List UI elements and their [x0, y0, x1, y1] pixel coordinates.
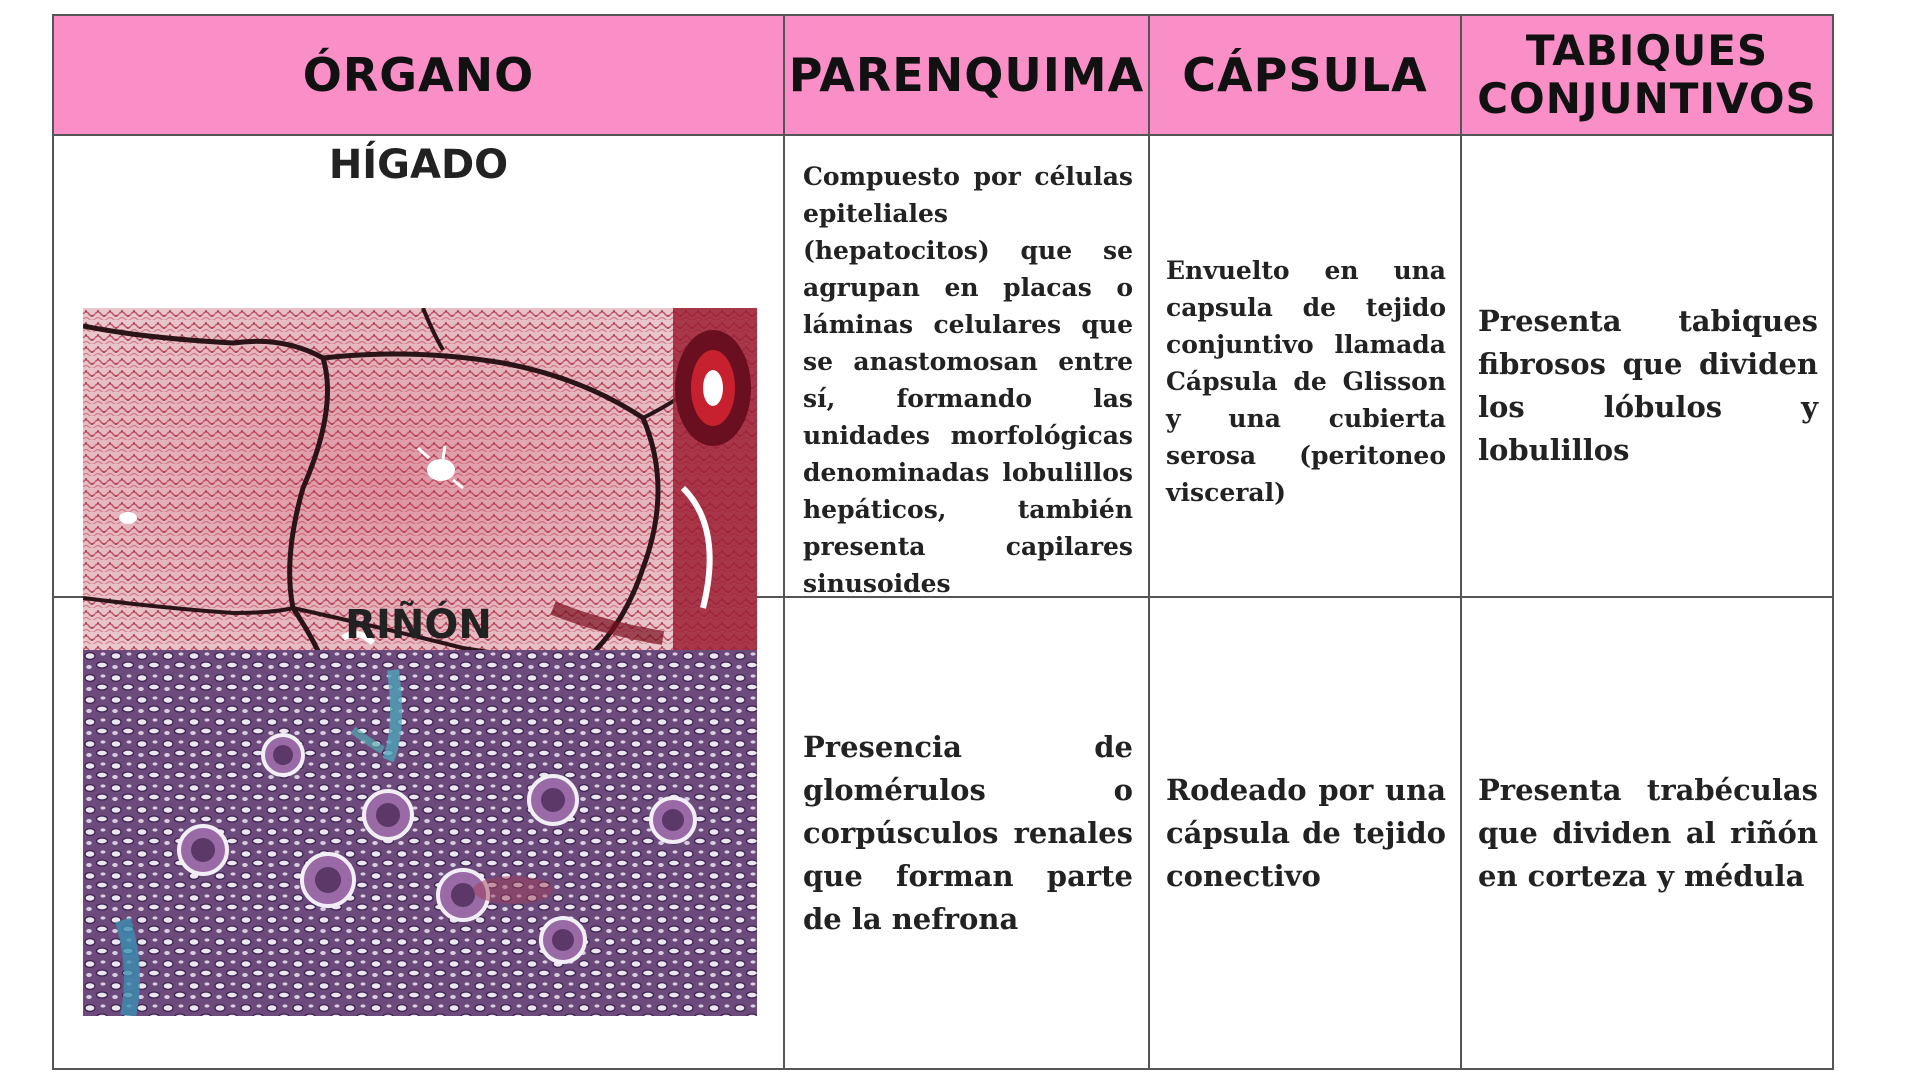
parenchyma-cell-kidney [785, 598, 1150, 1068]
capsule-text-kidney: Rodeado por una cápsula de tejido conectivo [1166, 773, 1446, 893]
septa-text-kidney: Presenta trabéculas que dividen al riñón en corteza y médula [1478, 773, 1818, 893]
kidney-histology-image [83, 650, 757, 1016]
septa-cell-kidney [1462, 598, 1832, 1068]
organ-name-kidney: RIÑÓN [345, 602, 492, 648]
capsule-text-liver: Envuelto en una capsula de tejido conjuntivo llamada Cápsula de Glisson y una cubierta serosa (peritoneo visceral) [1166, 256, 1446, 507]
header-septa: TABIQUES CONJUNTIVOS [1462, 16, 1832, 136]
header-organ: ÓRGANO [54, 16, 785, 136]
capsule-cell-liver [1150, 136, 1462, 598]
kidney-micrograph [83, 650, 757, 1016]
organ-cell-kidney [54, 598, 785, 1068]
header-parenchyma: PARENQUIMA [785, 16, 1150, 136]
organ-cell-liver [54, 136, 785, 598]
organ-name-liver: HÍGADO [328, 142, 509, 188]
parenchyma-text-liver: Compuesto por células epiteliales (hepatocitos) que se agrupan en placas o láminas celulares que se anastomosan entre sí, formando las unidades morfológicas denominadas lobulillos hepáticos, también presenta capilares sinusoides [803, 162, 1133, 598]
parenchyma-text-kidney: Presencia de glomérulos o corpúsculos renales que forman parte de la nefrona [803, 730, 1133, 936]
header-capsule: CÁPSULA [1150, 16, 1462, 136]
septa-text-liver: Presenta tabiques fibrosos que dividen los lóbulos y lobulillos [1478, 304, 1818, 467]
parenchyma-cell-liver [785, 136, 1150, 598]
comparison-table [52, 14, 1834, 1070]
septa-cell-liver [1462, 136, 1832, 598]
capsule-cell-kidney [1150, 598, 1462, 1068]
